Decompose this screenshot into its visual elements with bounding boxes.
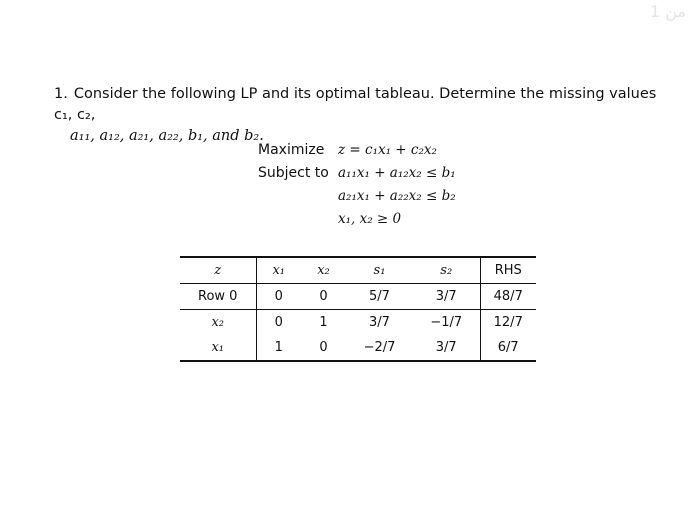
header-x2: x₂ bbox=[301, 257, 346, 284]
table-cell: 1 bbox=[319, 315, 328, 330]
table-cell: −1/7 bbox=[413, 310, 480, 336]
table-row bbox=[180, 335, 536, 361]
table-cell: 3/7 bbox=[413, 284, 480, 310]
objective-expression: z = c₁x₁ + c₂x₂ bbox=[338, 141, 437, 158]
constraint-2: a₂₁x₁ + a₂₂x₂ ≤ b₂ bbox=[338, 187, 456, 204]
constraints-label: Subject to bbox=[258, 164, 329, 181]
header-x1: x₁ bbox=[256, 257, 301, 284]
header-s1: s₁ bbox=[346, 257, 413, 284]
lp-model bbox=[258, 138, 456, 230]
header-s2: s₂ bbox=[413, 257, 480, 284]
nonnegativity-row bbox=[258, 207, 456, 230]
table-cell: 1 bbox=[256, 335, 301, 361]
table-cell: 0 bbox=[301, 284, 346, 310]
table-cell: 0 bbox=[301, 335, 346, 361]
question-line2-text: a₁₁, a₁₂, a₂₁, a₂₂, b₁, and b₂. bbox=[70, 128, 264, 144]
table-cell: −2/7 bbox=[346, 335, 413, 361]
table-row bbox=[180, 284, 536, 310]
table-cell: 3/7 bbox=[369, 315, 390, 330]
tableau-header-row bbox=[180, 257, 536, 284]
rhs-cell: 48/7 bbox=[480, 284, 536, 310]
objective-row bbox=[258, 138, 456, 161]
row-label: x₁ bbox=[180, 335, 256, 361]
row-label: x₂ bbox=[180, 310, 256, 336]
table-row bbox=[180, 310, 536, 336]
rhs-cell: 6/7 bbox=[480, 335, 536, 361]
constraint-row-1 bbox=[258, 161, 456, 184]
table-cell: 0 bbox=[256, 284, 301, 310]
question-line1-text: Consider the following LP and its optimal tableau. Determine the missing values c₁, c₂, bbox=[54, 86, 657, 123]
header-rhs: RHS bbox=[480, 257, 536, 284]
objective-label: Maximize bbox=[258, 141, 325, 158]
page-marker: من 1 bbox=[649, 2, 686, 21]
row-label: Row 0 bbox=[180, 284, 256, 310]
question-line-1 bbox=[54, 84, 664, 126]
rhs-cell: 12/7 bbox=[493, 315, 523, 330]
nonnegativity-constraint: x₁, x₂ ≥ 0 bbox=[338, 210, 402, 227]
question-number: 1. bbox=[54, 86, 68, 102]
constraint-row-2 bbox=[258, 184, 456, 207]
constraint-1: a₁₁x₁ + a₁₂x₂ ≤ b₁ bbox=[338, 164, 456, 181]
optimal-tableau bbox=[180, 256, 536, 362]
table-cell: 3/7 bbox=[413, 335, 480, 361]
header-z: z bbox=[180, 257, 256, 284]
table-cell: 5/7 bbox=[346, 284, 413, 310]
table-cell: 0 bbox=[274, 315, 283, 330]
